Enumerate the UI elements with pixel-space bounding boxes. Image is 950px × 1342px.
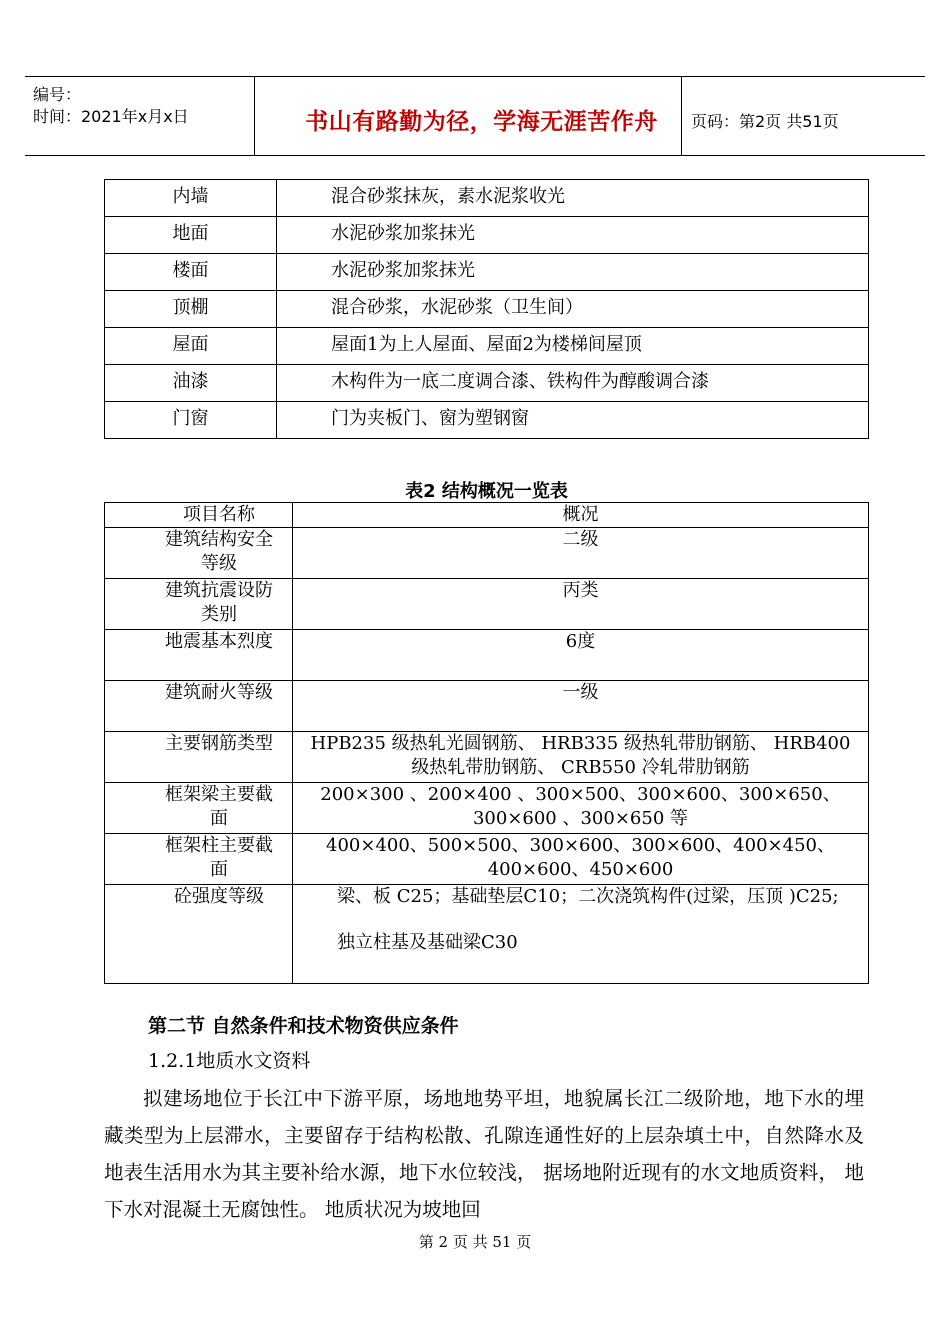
table-cell-desc: HPB235 级热轧光圆钢筋、 HRB335 级热轧带肋钢筋、 HRB400 级热轧带肋钢筋、 CRB550 冷轧带肋钢筋: [293, 732, 869, 783]
table-row: [105, 365, 869, 402]
table-row: [105, 885, 869, 984]
table-row: [105, 681, 869, 732]
table-cell-desc: 6度: [293, 630, 869, 681]
table-cell-item: 屋面: [105, 328, 277, 365]
table-cell-item: 建筑耐火等级: [105, 681, 293, 732]
table-cell-item: 门窗: [105, 402, 277, 439]
table-cell-desc: 木构件为一底二度调合漆、铁构件为醇酸调合漆: [277, 365, 869, 402]
table-cell-item: 砼强度等级: [105, 885, 293, 984]
table-cell-item: 建筑结构安全等级: [105, 528, 293, 579]
concrete-grade-line: 独立柱基及基础梁C30: [337, 932, 518, 953]
table-cell-desc: 200×300 、200×400 、300×500、300×600、300×650、300×600 、300×650 等: [293, 783, 869, 834]
table-cell-desc: 混合砂浆抹灰，素水泥浆收光: [277, 180, 869, 217]
table-row: [105, 180, 869, 217]
concrete-grade-line: 梁、板 C25；基础垫层C10；二次浇筑构件(过梁，压顶 )C25;: [337, 886, 839, 907]
header-page-info: 页码：第2页 共51页: [691, 112, 839, 131]
table-cell-desc: [293, 885, 869, 984]
table-row: [105, 630, 869, 681]
table-cell-item: 油漆: [105, 365, 277, 402]
table-row: [105, 402, 869, 439]
subsection-title: 1.2.1地质水文资料: [148, 1050, 311, 1072]
table-cell-item: 框架柱主要截面: [105, 834, 293, 885]
page-header: [25, 76, 925, 156]
structure-overview-table: [104, 502, 869, 984]
table-cell-item: 地震基本烈度: [105, 630, 293, 681]
table-title: 表2 结构概况一览表: [405, 481, 568, 502]
table-cell-item: 顶棚: [105, 291, 277, 328]
table-row: [105, 579, 869, 630]
table-cell-desc: 水泥砂浆加浆抹光: [277, 217, 869, 254]
table-cell-item: 建筑抗震设防类别: [105, 579, 293, 630]
table-cell-item: 地面: [105, 217, 277, 254]
page-footer: 第 2 页 共 51 页: [418, 1233, 532, 1251]
table-row: [105, 834, 869, 885]
body-paragraph: 拟建场地位于长江中下游平原，场地地势平坦，地貌属长江二级阶地，地下水的埋藏类型为上层滞水，主要留存于结构松散、孔隙连通性好的上层杂填土中，自然降水及地表生活用水为其主要补给水源，地下水位较浅， 据场地附近现有的水文地质资料， 地下水对混凝土无腐蚀性。 地质状况为坡地回: [104, 1087, 864, 1221]
table-cell-desc: 屋面1为上人屋面、屋面2为楼梯间屋顶: [277, 328, 869, 365]
table-cell-desc: 门为夹板门、窗为塑钢窗: [277, 402, 869, 439]
table-cell-item: 内墙: [105, 180, 277, 217]
table-cell-desc: 400×400、500×500、300×600、300×600、400×450、400×600、450×600: [293, 834, 869, 885]
table-row: [105, 732, 869, 783]
table-row: [105, 254, 869, 291]
table-row: [105, 291, 869, 328]
header-meta: [33, 84, 189, 128]
header-motto: 书山有路勤为径，学海无涯苦作舟: [305, 109, 658, 135]
table-row: [105, 328, 869, 365]
section-title: 第二节 自然条件和技术物资供应条件: [148, 1015, 459, 1037]
table-cell-desc: 丙类: [293, 579, 869, 630]
document-number-label: 编号：: [33, 85, 82, 104]
table-cell-desc: 二级: [293, 528, 869, 579]
table-cell-item: 主要钢筋类型: [105, 732, 293, 783]
document-time: 时间：2021年x月x日: [33, 107, 189, 126]
column-header-desc: 概况: [293, 503, 869, 528]
finishing-table: [104, 179, 869, 439]
column-header-item: 项目名称: [105, 503, 293, 528]
table-cell-item: 楼面: [105, 254, 277, 291]
table-cell-item: 框架梁主要截面: [105, 783, 293, 834]
table-row: [105, 528, 869, 579]
table-row: [105, 783, 869, 834]
table-cell-desc: 混合砂浆，水泥砂浆（卫生间）: [277, 291, 869, 328]
table-cell-desc: 一级: [293, 681, 869, 732]
table-row: [105, 217, 869, 254]
table-cell-desc: 水泥砂浆加浆抹光: [277, 254, 869, 291]
table-header-row: [105, 503, 869, 528]
